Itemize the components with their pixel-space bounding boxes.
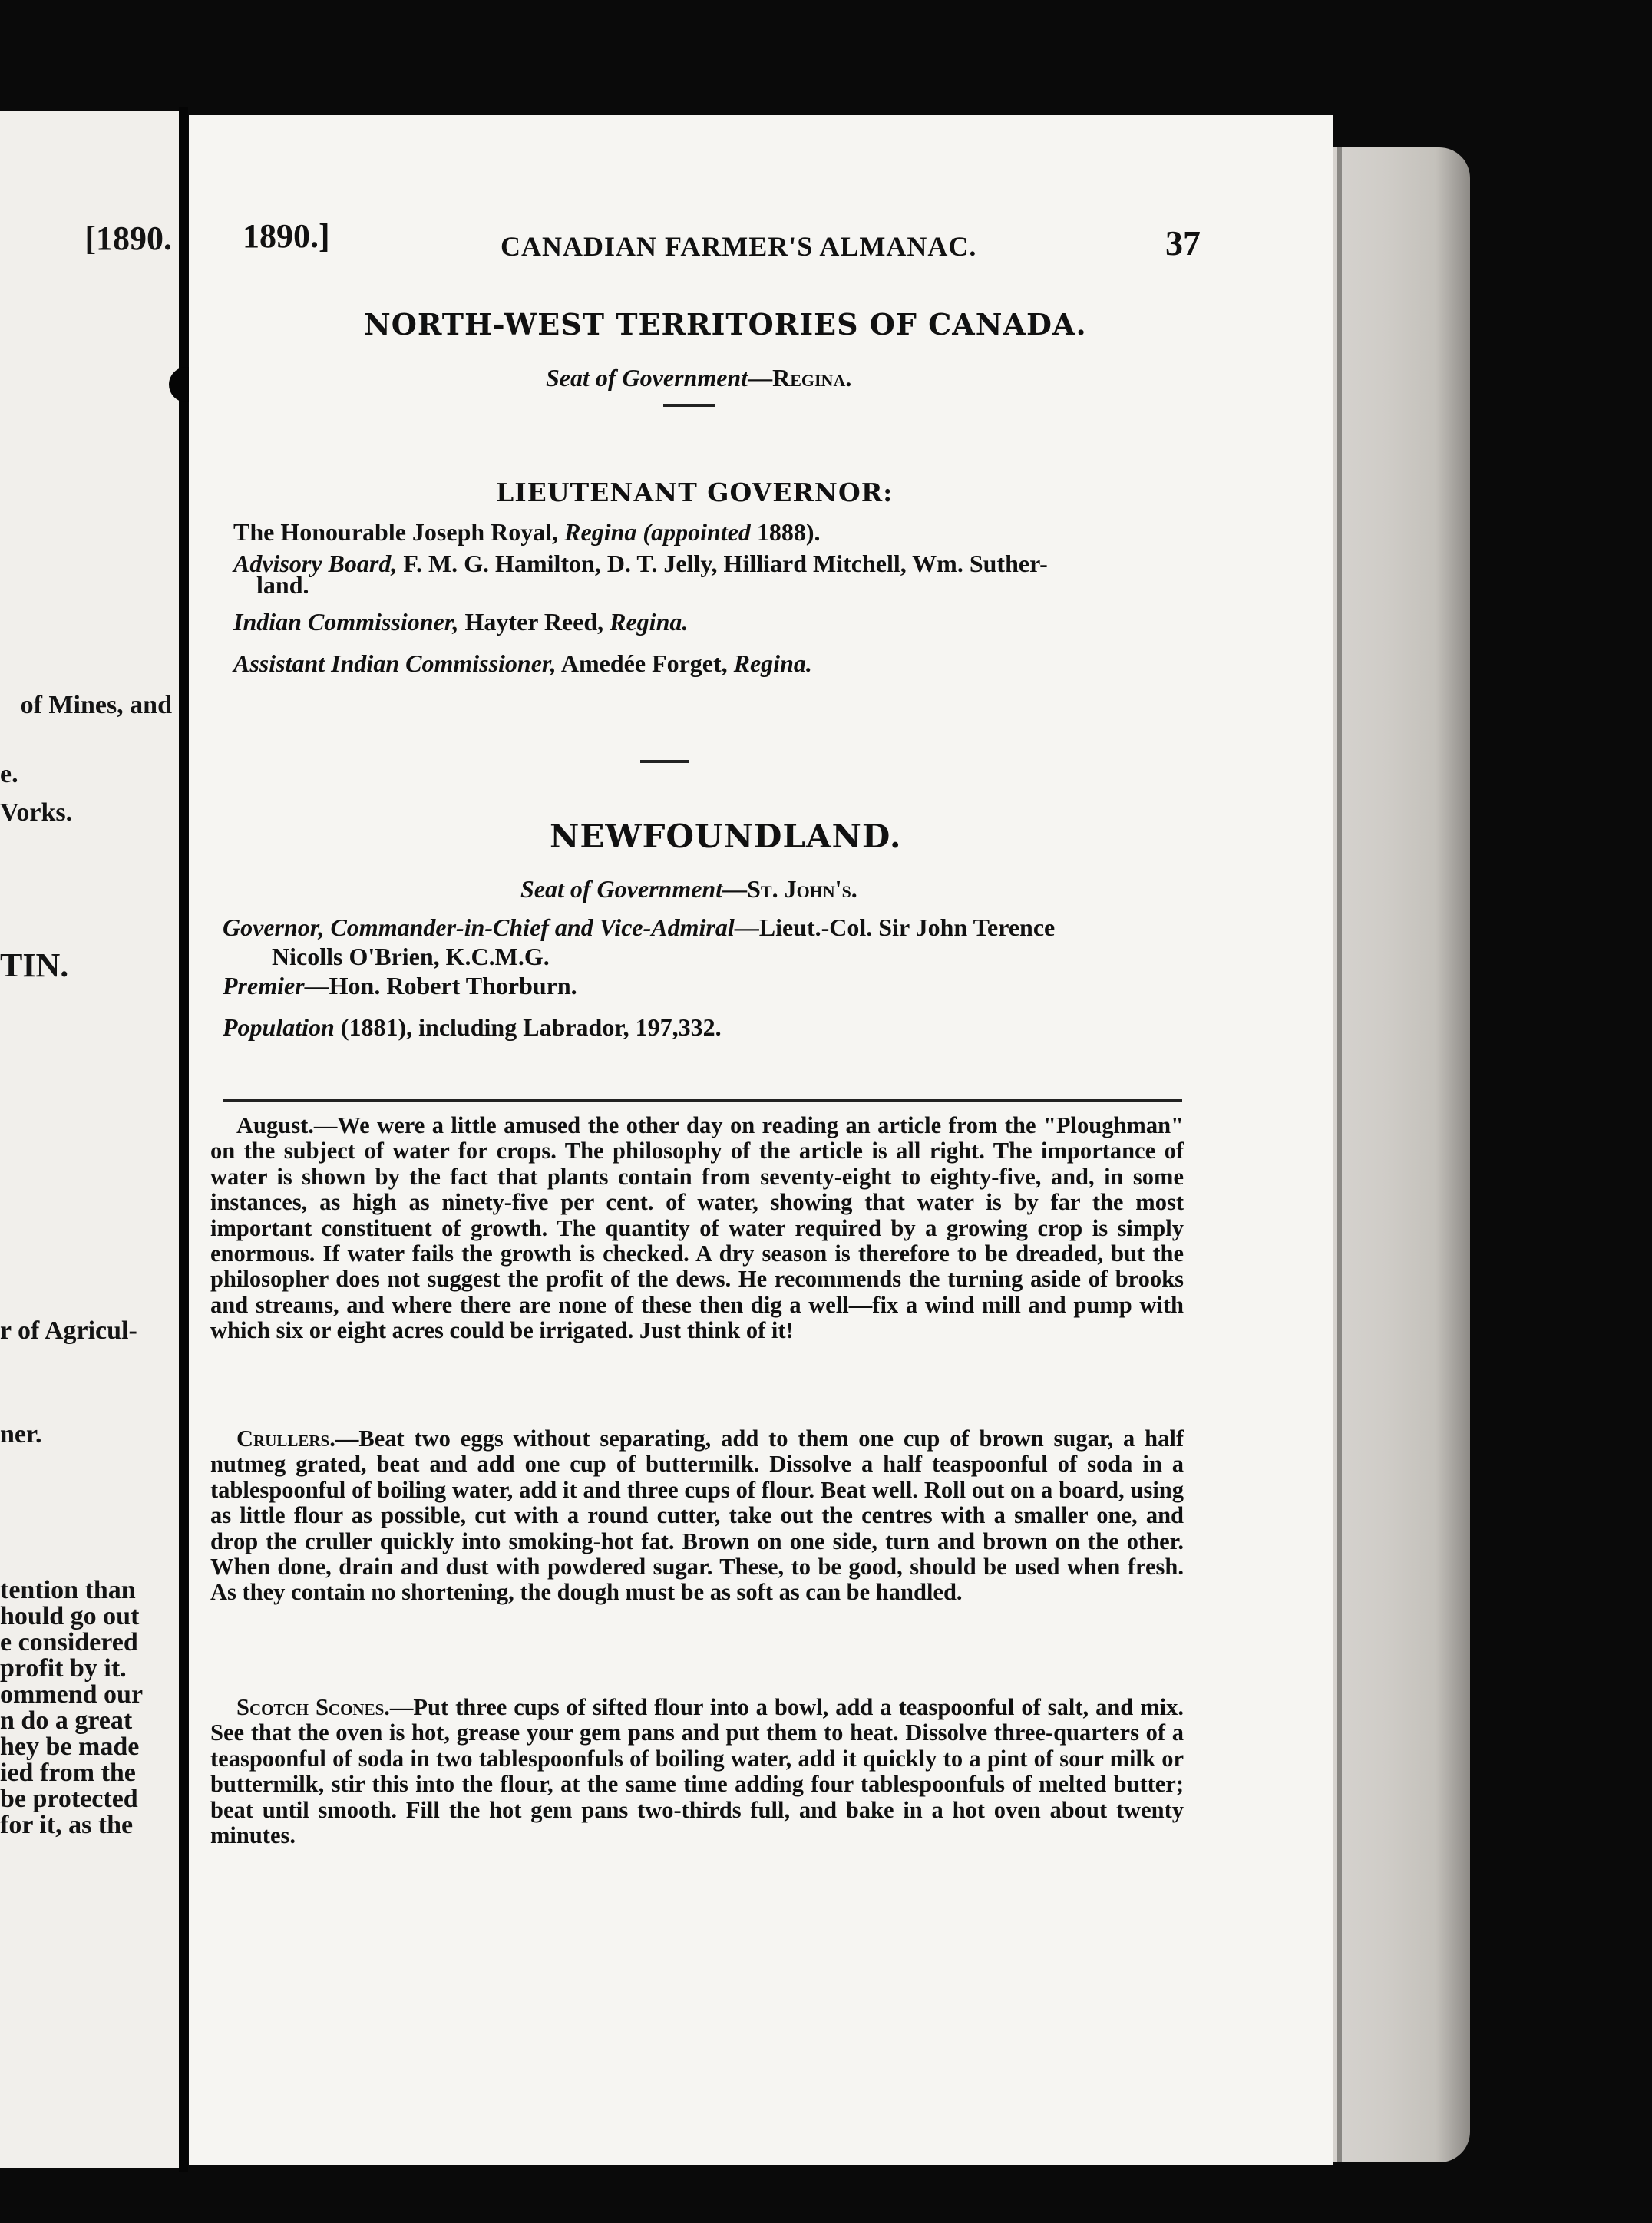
population-text: (1881), including Labrador, 197,332.: [340, 1013, 722, 1041]
advisory-cont: land.: [256, 571, 309, 599]
article-crullers: [210, 1426, 1184, 1606]
left-fragment: of Mines, and: [20, 691, 172, 719]
left-page-header: [1890.: [84, 220, 172, 257]
lg-line: [233, 518, 821, 547]
header-year: 1890.]: [243, 217, 330, 255]
page-edges: [1332, 147, 1470, 2162]
nwt-seat-label: Seat of Government: [546, 364, 748, 391]
indian-text: Hayter Reed,: [464, 608, 604, 636]
governor-text: —Lieut.-Col. Sir John Terence: [734, 913, 1056, 941]
left-column-line: hey be made: [0, 1732, 140, 1761]
nwt-title: NORTH-WEST TERRITORIES OF CANADA.: [364, 307, 1087, 342]
premier-line: [223, 972, 577, 1000]
header-title: CANADIAN FARMER'S ALMANAC.: [501, 231, 977, 262]
lg-appointed: (appointed: [643, 518, 751, 546]
book-spine: [179, 107, 188, 2172]
governor-label: Governor, Commander-in-Chief and Vice-Admiral: [223, 913, 735, 941]
indian-place: Regina.: [610, 608, 689, 636]
left-fragment: r of Agricul-: [0, 1316, 137, 1345]
governor-cont: Nicolls O'Brien, K.C.M.G.: [272, 943, 550, 970]
assistant-commissioner-line: [233, 649, 812, 678]
left-fragment: TIN.: [0, 946, 69, 984]
short-rule: [663, 404, 715, 407]
premier-text: —Hon. Robert Thorburn.: [304, 972, 577, 999]
left-column-line: e considered: [0, 1628, 138, 1657]
left-fragment: ner.: [0, 1420, 42, 1448]
assistant-label: Assistant Indian Commissioner,: [233, 649, 557, 677]
article-body: —Put three cups of sifted flour into a bowl, add a teaspoonful of salt, and mix. See that the oven is hot, grease your gem pans and put them to heat. Dissolve three-quarters of a teaspoonful of soda in two tablespoonfuls of boiling water, add it quickly to a pint of sour milk or buttermilk, stir this into the flour, at the same time adding four tablespoonfuls of melted butter; beat until smooth. Fill the hot gem pans two-thirds full, and bake in a hot oven about twenty minutes.: [210, 1694, 1184, 1849]
newfoundland-title: NEWFOUNDLAND.: [550, 818, 902, 855]
article-body: —We were a little amused the other day on reading an article from the "Ploughman" on the subject of water for crops. The philosophy of the article is all right. The importance of water is shown by the fact that plants contain from seventy-eight to eighty-five, and, in some instances, as high as ninety-five per cent. of water, showing that water is by far the most important constituent of growth. The quantity of water required by a growing crop is simply enormous. If water fails the growth is checked. A dry season is therefore to be dreaded, but the philosopher does not suggest the profit of the dews. He recommends the turning aside of brooks and streams, and where there are none of these then dig a well—fix a wind mill and pump with which six or eight acres could be irrigated. Just think of it!: [210, 1112, 1184, 1344]
assistant-text: Amedée Forget,: [560, 649, 728, 677]
nf-seat-label: Seat of Government: [520, 875, 723, 903]
page-edge-line: [1337, 147, 1342, 2162]
lg-title: LIEUTENANT GOVERNOR:: [496, 477, 894, 507]
left-column-line: ommend our: [0, 1680, 144, 1709]
left-fragment: Vorks.: [0, 798, 73, 827]
almanac-page: [189, 115, 1333, 2165]
left-fragment: e.: [0, 760, 18, 788]
article-body: —Beat two eggs without separating, add to them one cup of brown sugar, a half nutmeg grated, beat and add one cup of buttermilk. Dissolve a half teaspoonful of soda in a tablespoonful of boiling water, add it and three cups of flour. Beat well. Roll out on a board, using as little flour as possible, cut with a round cutter, take out the centres with a smaller one, and drop the cruller quickly into smoking-hot fat. Brown on one side, turn and brown on the other. When done, drain and dust with powdered sugar. These, to be good, should be used when fresh. As they contain no shortening, the dough must be as soft as can be handled.: [210, 1425, 1184, 1606]
population-label: Population: [223, 1013, 335, 1041]
advisory-label: Advisory Board,: [233, 550, 398, 577]
advisory-text: F. M. G. Hamilton, D. T. Jelly, Hilliard Mitchell, Wm. Suther-: [403, 550, 1048, 577]
advisory-line: [233, 550, 1048, 578]
premier-label: Premier: [223, 972, 305, 999]
nf-seat-value: —St. John's.: [722, 875, 857, 903]
article-lead: August.: [236, 1112, 314, 1138]
lg-place: Regina: [564, 518, 637, 546]
left-page-strip: [0, 111, 183, 2168]
newfoundland-seat: [520, 875, 857, 903]
page-number: 37: [1165, 223, 1201, 263]
nwt-seat-value: —Regina.: [748, 364, 852, 391]
governor-line: [223, 913, 1055, 942]
lg-name: The Honourable Joseph Royal,: [233, 518, 559, 546]
nwt-seat: [546, 364, 851, 392]
left-column-line: be protected: [0, 1785, 138, 1813]
left-column-line: for it, as the: [0, 1811, 134, 1839]
article-lead: Scotch Scones.: [236, 1694, 390, 1720]
left-column-line: ied from the: [0, 1759, 136, 1787]
indian-label: Indian Commissioner,: [233, 608, 459, 636]
short-rule: [640, 760, 689, 763]
article-august: [210, 1113, 1184, 1344]
left-column-line: profit by it.: [0, 1654, 127, 1683]
indian-commissioner-line: [233, 608, 688, 636]
population-line: [223, 1013, 722, 1042]
left-column-line: n do a great: [0, 1706, 133, 1735]
left-column-line: hould go out: [0, 1602, 140, 1630]
lg-year: 1888).: [756, 518, 821, 546]
article-lead: Crullers.: [236, 1425, 335, 1452]
section-divider: [223, 1099, 1182, 1102]
article-scotch-scones: [210, 1695, 1184, 1848]
left-column-line: tention than: [0, 1576, 136, 1604]
assistant-place: Regina.: [733, 649, 812, 677]
